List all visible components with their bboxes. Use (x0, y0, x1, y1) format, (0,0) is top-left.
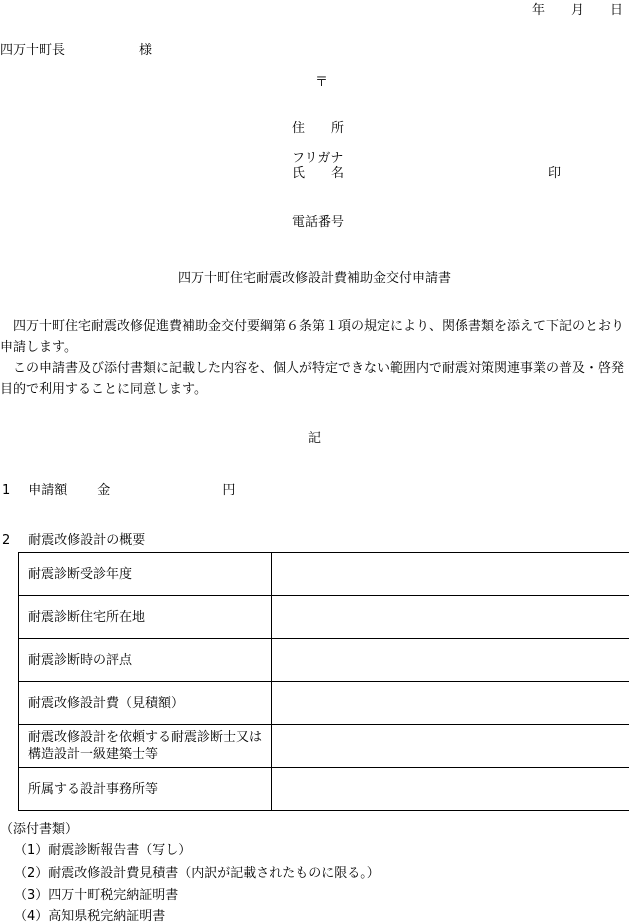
item-label: 耐震改修設計の概要 (28, 533, 145, 548)
row-value-field[interactable] (272, 596, 629, 639)
item-number: 1 (2, 483, 10, 498)
row-value-field[interactable] (272, 553, 629, 596)
row-label: 耐震診断受診年度 (19, 553, 272, 596)
row-label: 耐震診断住宅所在地 (19, 596, 272, 639)
document-title: 四万十町住宅耐震改修設計費補助金交付申請書 (0, 272, 629, 285)
body-paragraph-1: 四万十町住宅耐震改修促進費補助金交付要綱第６条第１項の規定により、関係書類を添えて下記のとおり申請します。 (0, 316, 629, 358)
table-row (19, 768, 629, 811)
yen-label: 円 (222, 483, 235, 498)
date-line (506, 4, 623, 17)
row-value-field[interactable] (272, 768, 629, 811)
day-label: 日 (610, 3, 623, 18)
item-number: 2 (2, 533, 10, 548)
seal-mark: 印 (548, 167, 561, 180)
year-label: 年 (532, 3, 545, 18)
table-row (19, 639, 629, 682)
row-label: 所属する設計事務所等 (19, 768, 272, 811)
table-row (19, 682, 629, 725)
body-paragraph-2: この申請書及び添付書類に記載した内容を、個人が特定できない範囲内で耐震対策関連事業の普及・啓発目的で利用することに同意します。 (0, 358, 629, 400)
item-1-application-amount (2, 484, 235, 497)
address-label: 住 所 (292, 122, 344, 135)
table-row (19, 596, 629, 639)
row-value-field[interactable] (272, 725, 629, 768)
furigana-label: フリガナ (292, 152, 343, 165)
attachment-item: （1）耐震診断報告書（写し） (14, 844, 191, 857)
addressee-line (0, 44, 152, 57)
row-label: 耐震診断時の評点 (19, 639, 272, 682)
row-label: 耐震改修設計費（見積額） (19, 682, 272, 725)
honorific: 様 (139, 43, 152, 58)
row-value-field[interactable] (272, 639, 629, 682)
attachment-item: （2）耐震改修設計費見積書（内訳が記載されたものに限る。） (14, 867, 380, 880)
month-label: 月 (571, 3, 584, 18)
design-overview-table (18, 552, 629, 811)
addressee: 四万十町長 (0, 43, 65, 58)
row-label: 耐震改修設計を依頼する耐震診断士又は構造設計一級建築士等 (19, 725, 272, 768)
name-label: 氏 名 (292, 167, 344, 180)
postal-mark: 〒 (315, 76, 328, 89)
table-row (19, 553, 629, 596)
kin-label: 金 (97, 483, 110, 498)
attachments-heading: （添付書類） (0, 823, 78, 836)
item-label: 申請額 (28, 483, 67, 498)
phone-label: 電話番号 (292, 216, 344, 229)
ki-heading: 記 (0, 432, 629, 445)
item-2-design-overview (2, 534, 145, 547)
row-value-field[interactable] (272, 682, 629, 725)
table-row (19, 725, 629, 768)
attachment-item: （4）高知県税完納証明書 (14, 910, 165, 923)
attachment-item: （3）四万十町税完納証明書 (14, 889, 178, 902)
